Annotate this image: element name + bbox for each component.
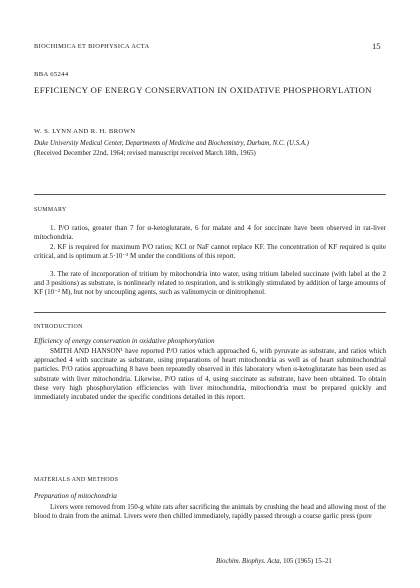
received-dates: (Received December 22nd, 1964; revised manuscript received March 18th, 1965) — [34, 150, 256, 157]
authors: W. S. LYNN AND R. H. BROWN — [34, 128, 136, 135]
divider-top — [34, 194, 386, 195]
page-number: 15 — [372, 41, 381, 51]
introduction-subheading: Efficiency of energy conservation in oxidative phosphorylation — [34, 337, 215, 345]
affiliation: Duke University Medical Center, Departments of Medicine and Biochemistry, Durham, N.C. (U.S.A.) — [34, 140, 309, 147]
methods-heading: MATERIALS AND METHODS — [34, 477, 119, 483]
summary-paragraph-3: 3. The rate of incorporation of tritium by mitochondria into water, using tritium labeled succinate (with label at the 2 and 3 positions) as substrate, is nonlinearly related to respiration, and is strikingly stimulated by addition of large amounts of KF (10⁻² M), but not by uncoupling agents, such as valinomycin or dinitrophenol. — [34, 270, 386, 297]
summary-paragraph-1: 1. P/O ratios, greater than 7 for α-ketoglutarate, 6 for malate and 4 for succinate have been observed in rat-liver mitochondria. — [34, 224, 386, 242]
footer-reference: 105 (1965) 15–21 — [283, 558, 332, 565]
introduction-heading: INTRODUCTION — [34, 324, 83, 330]
summary-paragraph-2: 2. KF is required for maximum P/O ratios; KCl or NaF cannot replace KF. The concentration of KF required is quite critical, and is optimum at 5·10⁻³ M under the conditions of this report. — [34, 243, 386, 261]
footer-citation — [216, 558, 332, 565]
methods-paragraph: Livers were removed from 150-g white rats after sacrificing the animals by crushing the head and allowing most of the blood to drain from the animal. Livers were then chilled immediately, rapidly passed through a coarse garlic press (pore — [34, 503, 386, 521]
footer-journal: Biochim. Biophys. Acta, — [216, 558, 282, 565]
summary-heading: SUMMARY — [34, 207, 67, 213]
running-header-journal: BIOCHIMICA ET BIOPHYSICA ACTA — [34, 43, 150, 50]
introduction-paragraph: SMITH AND HANSON¹ have reported P/O ratios which approached 6, with pyruvate as substrate, and ratios which approached 4 with succinate as substrate, using preparations of heart mitochondria as well as of heart submitochondrial particles. P/O ratios approaching 8 have been repeatedly observed in this laboratory when α-ketoglutarate has been used as substrate with liver mitochondria. Likewise, P/O ratios of 4, using succinate as substrate, have been obtained. To obtain these very high phosphorylation efficiencies with liver mitochondria, mitochondria must be prepared quickly and immediately incubated under the specific conditions detailed in this report. — [34, 347, 386, 402]
bba-number: BBA 65244 — [34, 71, 69, 78]
methods-subheading: Preparation of mitochondria — [34, 492, 117, 500]
divider-bottom — [34, 312, 386, 313]
article-title: EFFICIENCY OF ENERGY CONSERVATION IN OXIDATIVE PHOSPHORYLATION — [34, 85, 372, 95]
